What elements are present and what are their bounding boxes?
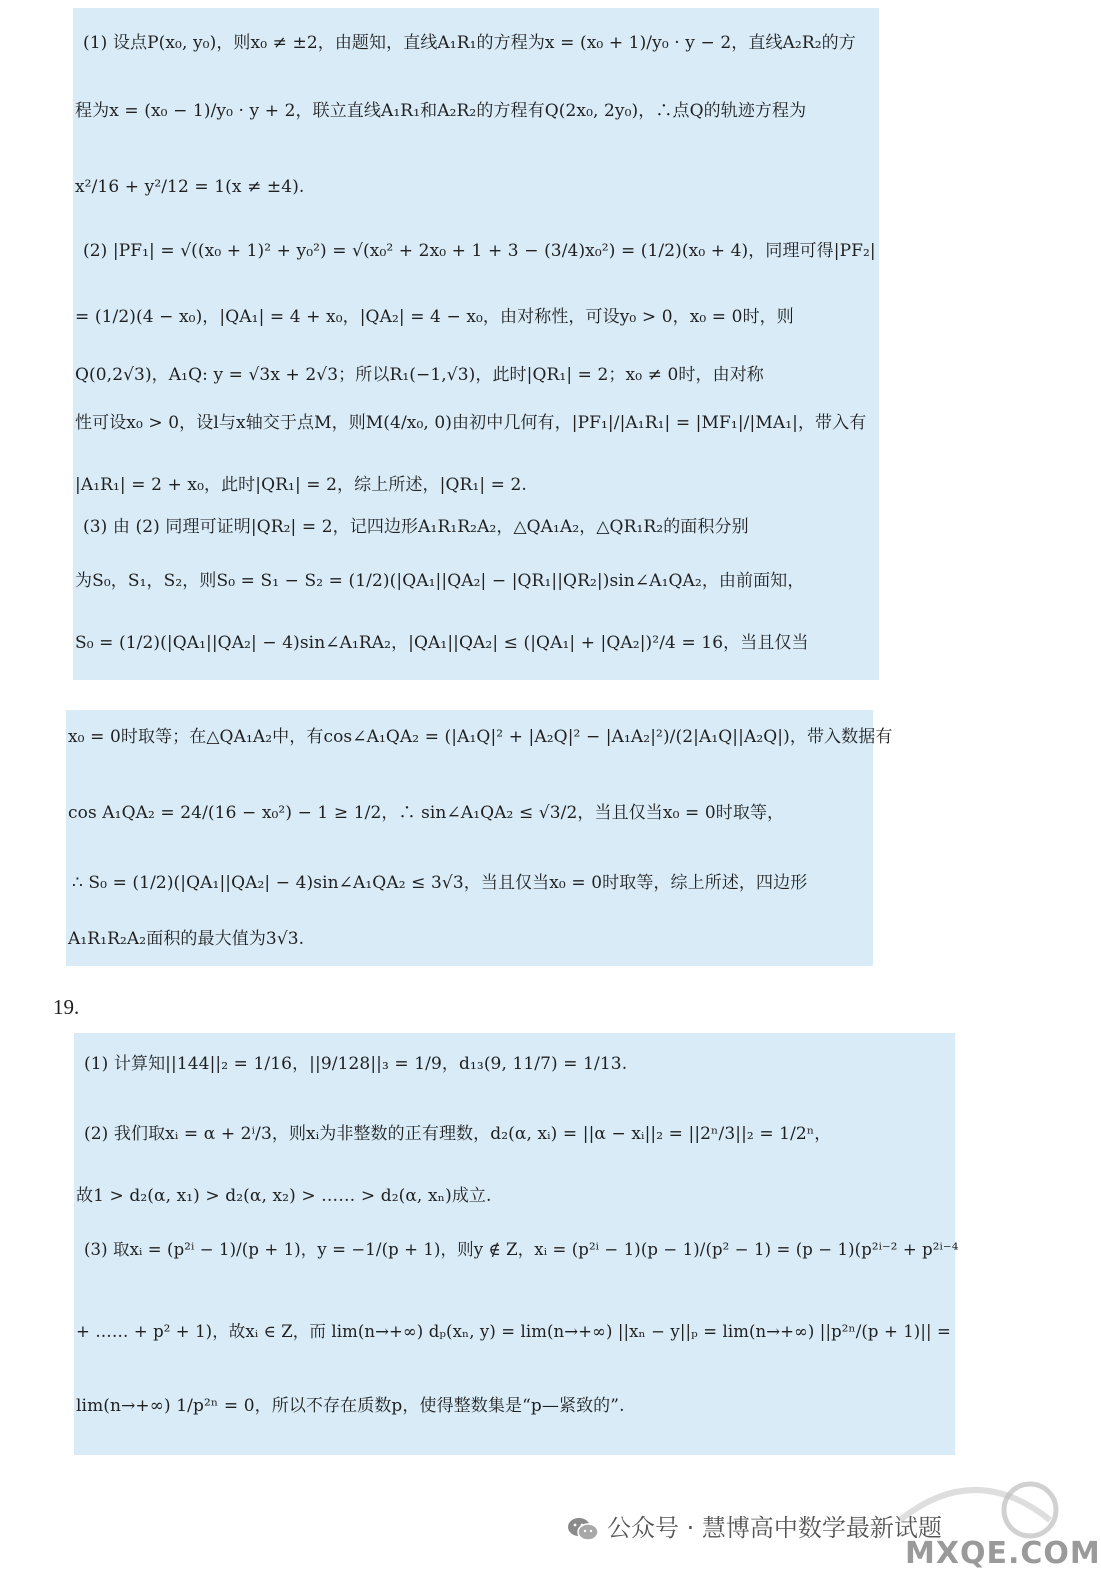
solution-panel-3 (74, 1033, 959, 1455)
solution-panel-1 (73, 8, 879, 680)
question-number: 19. (53, 995, 80, 1019)
solution-line: |A₁R₁| = 2 + x₀，此时|QR₁| = 2，综上所述，|QR₁| = 2. (75, 475, 527, 495)
solution-panel-2 (66, 710, 893, 966)
solution-line: (1) 计算知||144||₂ = 1/16，||9/128||₃ = 1/9，d₁₃(9, 11/7) = 1/13. (84, 1054, 628, 1074)
solution-line: A₁R₁R₂A₂面积的最大值为3√3. (68, 929, 305, 949)
solution-line: lim(n→+∞) 1/p²ⁿ = 0，所以不存在质数p，使得整数集是“p—紧致的”. (76, 1396, 625, 1416)
watermark-text: 公众号 · 慧博高中数学最新试题 (607, 1514, 942, 1542)
solution-line: (3) 取xᵢ = (p²ⁱ − 1)/(p + 1)，y = −1/(p + 1)，则y ∉ Z，xᵢ = (p²ⁱ − 1)(p − 1)/(p² − 1) = (p − 1)(p²ⁱ⁻² + p²ⁱ⁻⁴ (84, 1240, 959, 1259)
solution-line: cos A₁QA₂ = 24/(16 − x₀²) − 1 ≥ 1/2，∴ sin∠A₁QA₂ ≤ √3/2，当且仅当x₀ = 0时取等， (68, 803, 785, 823)
solution-line: (2) 我们取xᵢ = α + 2ⁱ/3，则xᵢ为非整数的正有理数，d₂(α, xᵢ) = ||α − xᵢ||₂ = ||2ⁿ/3||₂ = 1/2ⁿ， (84, 1124, 832, 1144)
solution-line: + …… + p² + 1)，故xᵢ ∈ Z，而 lim(n→+∞) dₚ(xₙ, y) = lim(n→+∞) ||xₙ − y||ₚ = lim(n→+∞) ||p²ⁿ/(p + 1)|| = (76, 1322, 951, 1341)
solution-line: Q(0,2√3)，A₁Q: y = √3x + 2√3；所以R₁(−1,√3)，此时|QR₁| = 2；x₀ ≠ 0时，由对称 (75, 365, 764, 385)
solution-line: 性可设x₀ > 0，设l与x轴交于点M，则M(4/x₀, 0)由初中几何有，|PF₁|/|A₁R₁| = |MF₁|/|MA₁|，带入有 (75, 413, 867, 433)
solution-line: x₀ = 0时取等；在△QA₁A₂中，有cos∠A₁QA₂ = (|A₁Q|² + |A₂Q|² − |A₁A₂|²)/(2|A₁Q||A₂Q|)，带入数据有 (68, 727, 893, 747)
solution-line: 故1 > d₂(α, x₁) > d₂(α, x₂) > …… > d₂(α, xₙ)成立. (76, 1186, 492, 1206)
solution-line: S₀ = (1/2)(|QA₁||QA₂| − 4)sin∠A₁RA₂，|QA₁||QA₂| ≤ (|QA₁| + |QA₂|)²/4 = 16，当且仅当 (75, 633, 809, 653)
solution-line: 程为x = (x₀ − 1)/y₀ · y + 2，联立直线A₁R₁和A₂R₂的方程有Q(2x₀, 2y₀)，∴点Q的轨迹方程为 (75, 101, 807, 121)
solution-line: ∴ S₀ = (1/2)(|QA₁||QA₂| − 4)sin∠A₁QA₂ ≤ 3√3，当且仅当x₀ = 0时取等，综上所述，四边形 (72, 873, 808, 893)
stamp-text: MXQE.COM (905, 1536, 1101, 1571)
wechat-icon (567, 1516, 599, 1542)
solution-line: (3) 由 (2) 同理可证明|QR₂| = 2，记四边形A₁R₁R₂A₂，△QA₁A₂，△QR₁R₂的面积分别 (83, 517, 749, 537)
solution-line: = (1/2)(4 − x₀)，|QA₁| = 4 + x₀，|QA₂| = 4 − x₀，由对称性，可设y₀ > 0，x₀ = 0时，则 (75, 307, 794, 327)
solution-line: x²/16 + y²/12 = 1(x ≠ ±4). (75, 177, 305, 197)
solution-line: (2) |PF₁| = √((x₀ + 1)² + y₀²) = √(x₀² + 2x₀ + 1 + 3 − (3/4)x₀²) = (1/2)(x₀ + 4)，同理可得|PF₂| (83, 241, 876, 261)
solution-line: 为S₀，S₁，S₂，则S₀ = S₁ − S₂ = (1/2)(|QA₁||QA₂| − |QR₁||QR₂|)sin∠A₁QA₂，由前面知， (75, 571, 805, 591)
solution-line: (1) 设点P(x₀, y₀)，则x₀ ≠ ±2，由题知，直线A₁R₁的方程为x = (x₀ + 1)/y₀ · y − 2，直线A₂R₂的方 (83, 33, 856, 53)
